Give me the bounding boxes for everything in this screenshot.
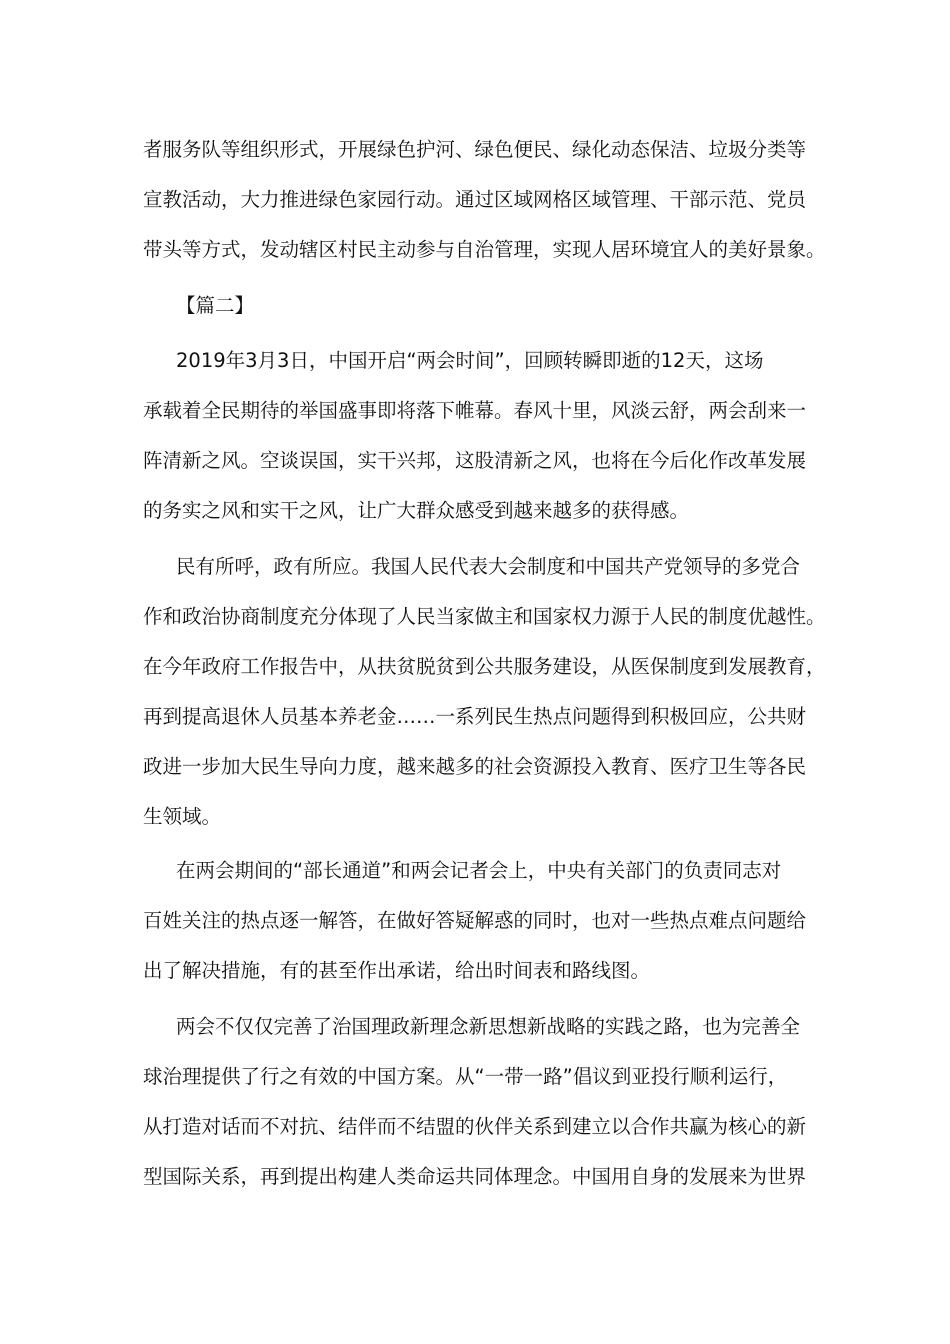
text-line: 承载着全民期待的举国盛事即将落下帷幕。春风十里，风淡云舒，两会刮来一 xyxy=(143,399,807,422)
text-line: 阵清新之风。空谈误国，实干兴邦，这股清新之风，也将在今后化作改革发展 xyxy=(143,449,807,472)
text-line: 型国际关系，再到提出构建人类命运共同体理念。中国用自身的发展来为世界 xyxy=(143,1165,807,1188)
text-line: 宣教活动，大力推进绿色家园行动。通过区域网格区域管理、干部示范、党员 xyxy=(143,188,807,211)
text-line: 带头等方式，发动辖区村民主动参与自治管理，实现人居环境宜人的美好景象。 xyxy=(143,238,826,261)
text-line: 者服务队等组织形式，开展绿色护河、绿色便民、绿化动态保洁、垃圾分类等 xyxy=(143,138,807,161)
text-line: 在两会期间的“部长通道”和两会记者会上，中央有关部门的负责同志对 xyxy=(176,859,782,882)
text-line: 民有所呼，政有所应。我国人民代表大会制度和中国共产党领导的多党合 xyxy=(176,555,801,578)
section-heading: 【篇二】 xyxy=(176,294,255,317)
text-line: 政进一步加大民生导向力度，越来越多的社会资源投入教育、医疗卫生等各民 xyxy=(143,755,807,778)
text-line: 百姓关注的热点逐一解答，在做好答疑解惑的同时，也对一些热点难点问题给 xyxy=(143,909,807,932)
text-line: 两会不仅仅完善了治国理政新理念新思想新战略的实践之路，也为完善全 xyxy=(176,1015,801,1038)
text-line: 2019年3月3日，中国开启“两会时间”，回顾转瞬即逝的12天，这场 xyxy=(176,349,764,372)
text-line: 在今年政府工作报告中，从扶贫脱贫到公共服务建设，从医保制度到发展教育， xyxy=(143,655,826,678)
text-line: 从打造对话而不对抗、结伴而不结盟的伙伴关系到建立以合作共赢为核心的新 xyxy=(143,1115,807,1138)
text-line: 出了解决措施，有的甚至作出承诺，给出时间表和路线图。 xyxy=(143,959,651,982)
text-line: 再到提高退休人员基本养老金……一系列民生热点问题得到积极回应，公共财 xyxy=(143,705,807,728)
text-line: 生领域。 xyxy=(143,805,222,828)
text-line: 作和政治协商制度充分体现了人民当家做主和国家权力源于人民的制度优越性。 xyxy=(143,605,826,628)
text-line: 球治理提供了行之有效的中国方案。从“一带一路”倡议到亚投行顺利运行， xyxy=(143,1065,788,1088)
text-line: 的务实之风和实干之风，让广大群众感受到越来越多的获得感。 xyxy=(143,499,690,522)
